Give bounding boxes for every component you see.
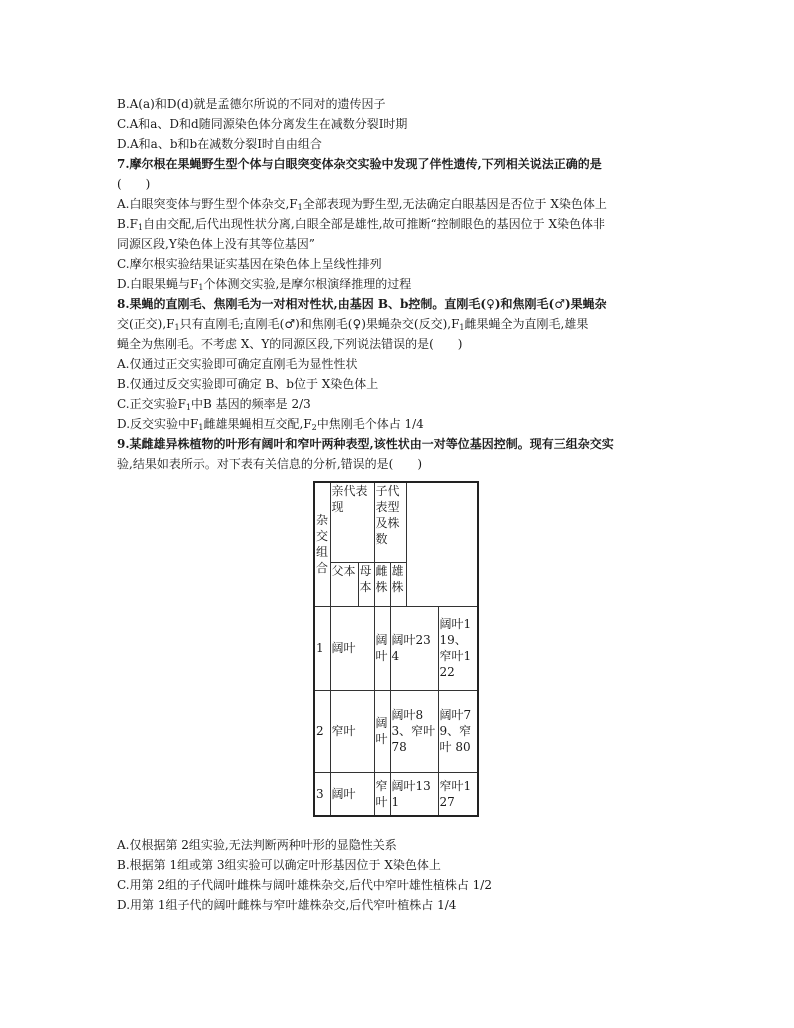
subscript: 1 [459, 323, 465, 332]
subscript: 2 [311, 423, 317, 432]
table-row [314, 772, 478, 816]
prev-option-c: C.A和a、D和d随同源染色体分离发生在减数分裂Ⅰ时期 [117, 117, 408, 131]
header-blank [406, 482, 478, 606]
subscript: 1 [174, 323, 180, 332]
q8-stem: 8.果蝇的直刚毛、焦刚毛为一对相对性状,由基因 B、b控制。直刚毛(♀)和焦刚毛(♂)果蝇杂 [117, 297, 607, 311]
q7-option-a-text: A.白眼突变体与野生型个体杂交,F [117, 197, 298, 211]
prev-option-b: B.A(a)和D(d)就是孟德尔所说的不同对的遗传因子 [117, 97, 386, 111]
cell-father: 窄叶 [330, 690, 374, 772]
q9-option-c: C.用第 2组的子代阔叶雌株与阔叶雄株杂交,后代中窄叶雄性植株占 1/2 [117, 878, 492, 892]
subscript: 1 [137, 223, 144, 232]
q8-option-c-text-2: 中B 基因的频率是 2/3 [191, 397, 311, 411]
q8-option-b: B.仅通过反交实验即可确定 B、b位于 X染色体上 [117, 377, 379, 391]
cell-mother: 阔叶 [374, 690, 390, 772]
q8-stem-text-3: 雌果蝇全为直刚毛,雄果 [464, 317, 589, 331]
q8-option-c [117, 396, 311, 416]
header-mother: 母本 [358, 562, 374, 606]
cell-male: 阔叶79、窄叶 80 [438, 690, 478, 772]
q8-stem-line2 [117, 316, 588, 336]
q8-option-d-text: D.反交实验中F [117, 417, 199, 431]
q7-option-b-cont: 同源区段,Y染色体上没有其等位基因” [117, 237, 315, 251]
cell-female: 阔叶131 [390, 772, 438, 816]
q9-stem-line1: 9.某雌雄异株植物的叶形有阔叶和窄叶两种表型,该性状由一对等位基因控制。现有三组杂交实 [117, 437, 614, 451]
q8-stem-text-2: 只有直刚毛;直刚毛(♂)和焦刚毛(♀)果蝇杂交(反交),F [179, 317, 460, 331]
q7-option-b [117, 216, 605, 236]
header-father: 父本 [330, 562, 358, 606]
cross-results-table [313, 481, 479, 817]
table-row [314, 690, 478, 772]
header-group: 杂交组合 [314, 482, 330, 606]
cell-father: 阔叶 [330, 606, 374, 690]
cell-male: 窄叶127 [438, 772, 478, 816]
subscript: 1 [185, 403, 191, 412]
q7-answer-paren: ( ) [117, 177, 151, 191]
q7-option-c: C.摩尔根实验结果证实基因在染色体上呈线性排列 [117, 257, 382, 271]
cell-father: 阔叶 [330, 772, 374, 816]
cell-group: 2 [314, 690, 330, 772]
q7-option-b-text-2: 自由交配,后代出现性状分离,白眼全部是雄性,故可推断“控制眼色的基因位于 X染色体非 [143, 217, 606, 231]
q8-stem-line1 [117, 296, 607, 312]
header-offspring: 子代表型及株数 [374, 482, 406, 562]
prev-option-d: D.A和a、b和b在减数分裂Ⅰ时自由组合 [117, 137, 322, 151]
q7-option-d-text: D.白眼果蝇与F [117, 277, 199, 291]
q7-option-b-text: B.F [117, 217, 138, 231]
q9-option-d: D.用第 1组子代的阔叶雌株与窄叶雄株杂交,后代窄叶植株占 1/4 [117, 898, 457, 912]
subscript: 1 [198, 283, 204, 292]
cell-female: 阔叶83、窄叶78 [390, 690, 438, 772]
subscript: 1 [198, 423, 204, 432]
q9-stem-line2: 验,结果如表所示。对下表有关信息的分析,错误的是( ) [117, 457, 422, 471]
q9-option-a: A.仅根据第 2组实验,无法判断两种叶形的显隐性关系 [117, 838, 397, 852]
header-male: 雄株 [390, 562, 406, 606]
cell-group: 3 [314, 772, 330, 816]
q8-stem-text: 交(正交),F [117, 317, 175, 331]
q8-stem-line3: 蝇全为焦刚毛。不考虑 X、Y的同源区段,下列说法错误的是( ) [117, 337, 463, 351]
q9-option-b: B.根据第 1组或第 3组实验可以确定叶形基因位于 X染色体上 [117, 858, 441, 872]
cell-mother: 窄叶 [374, 772, 390, 816]
q8-option-d-text-3: 中焦刚毛个体占 1/4 [316, 417, 424, 431]
q7-option-a [117, 196, 607, 216]
header-female: 雌株 [374, 562, 390, 606]
subscript: 1 [297, 203, 303, 212]
cell-female: 阔叶234 [390, 606, 438, 690]
table-row [314, 606, 478, 690]
q8-option-a: A.仅通过正交实验即可确定直刚毛为显性性状 [117, 357, 358, 371]
cell-group: 1 [314, 606, 330, 690]
q7-option-a-text-2: 全部表现为野生型,无法确定白眼基因是否位于 X染色体上 [302, 197, 607, 211]
q7-option-d-text-2: 个体测交实验,是摩尔根演绎推理的过程 [203, 277, 412, 291]
cell-mother: 阔叶 [374, 606, 390, 690]
cell-male: 阔叶119、窄叶122 [438, 606, 478, 690]
q7-stem: 7.摩尔根在果蝇野生型个体与白眼突变体杂交实验中发现了伴性遗传,下列相关说法正确的是 [117, 157, 602, 171]
q8-option-d-text-2: 雌雄果蝇相互交配,F [203, 417, 312, 431]
header-parent: 亲代表现 [330, 482, 374, 562]
q7-option-d [117, 276, 411, 296]
q8-option-c-text: C.正交实验F [117, 397, 186, 411]
q8-option-d [117, 416, 424, 436]
